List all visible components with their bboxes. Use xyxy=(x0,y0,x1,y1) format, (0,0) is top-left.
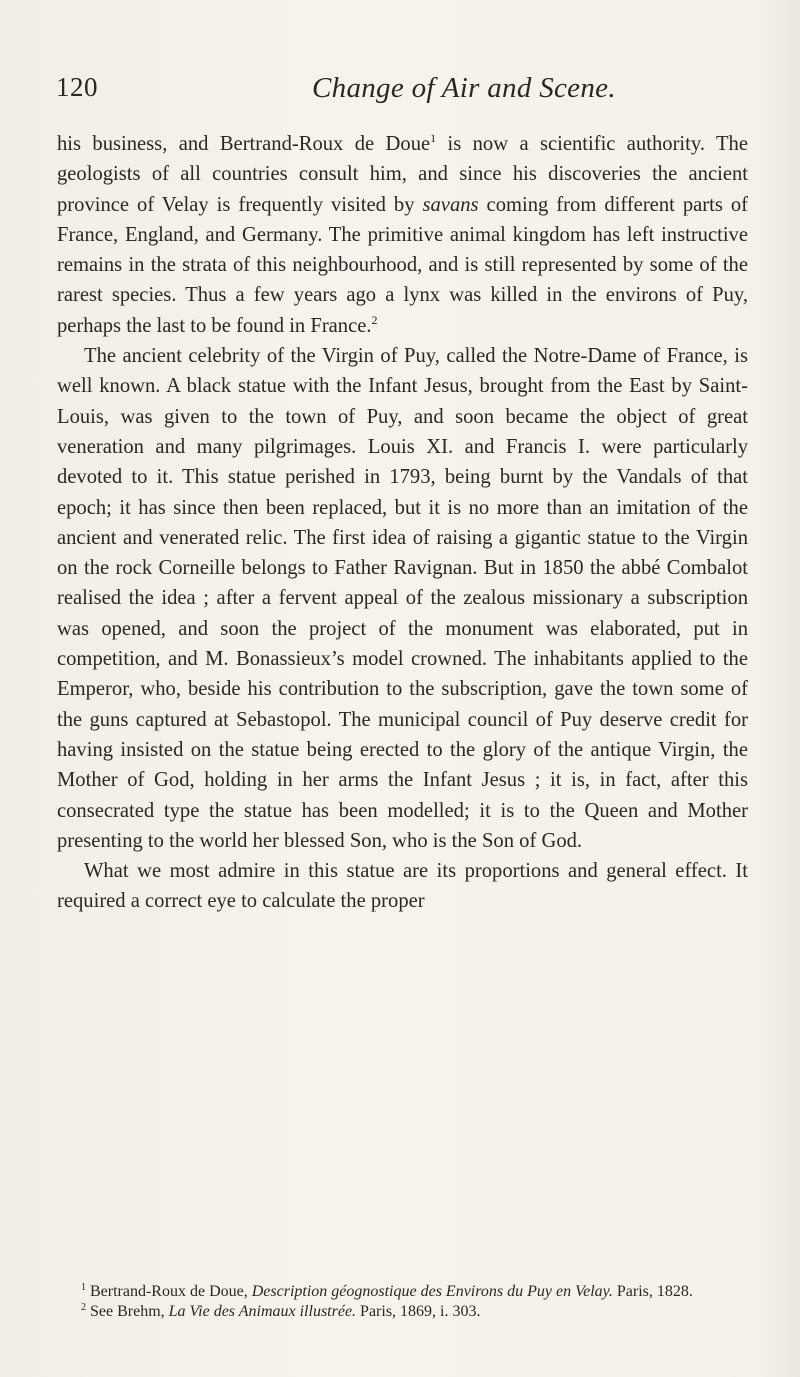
paragraph-1: his business, and Bertrand-Roux de Doue$^1$ is now a scientific authority. The geologists of all countries consult him, and since his discoveries the ancient province of Velay is frequently visited by savans coming from different parts of France, England, and Germany. The primitive animal kingdom has left instructive remains in the strata of this neighbourhood, and is still represented by some of the rarest species. Thus a few years ago a lynx was killed in the environs of Puy, perhaps the last to be found in France.$^2$ xyxy=(57,131,748,337)
footnote-ref-1: 1 xyxy=(430,131,437,145)
running-head xyxy=(0,72,800,112)
italic-savans: savans xyxy=(422,193,479,216)
page-number: 120 xyxy=(56,72,98,102)
footnote-1: $^1$ Bertrand-Roux de Doue, Description géognostique des Environs du Puy en Velay. Paris, 1828. xyxy=(81,1282,693,1300)
body-text xyxy=(57,129,748,917)
footnote-2-title: La Vie des Animaux illustrée. xyxy=(168,1303,357,1320)
page-edge-shadow xyxy=(760,0,800,1377)
footnotes xyxy=(57,1282,748,1322)
paragraph-2: The ancient celebrity of the Virgin of Puy, called the Notre-Dame of France, is well known. A black statue with the Infant Jesus, brought from the East by Saint-Louis, was given to the town of Puy, and soon became the object of great veneration and many pilgrimages. Louis XI. and Francis I. were particularly devoted to it. This statue perished in 1793, being burnt by the Vandals of that epoch; it has since then been replaced, but it is no more than an imitation of the ancient and venerated relic. The first idea of raising a gigantic statue to the Virgin on the rock Corneille belongs to Father Ravignan. But in 1850 the abbé Combalot realised the idea ; after a fervent appeal of the zealous missionary a subscription was opened, and soon the project of the monument was elaborated, put in competition, and M. Bonassieux’s model crowned. The inhabitants applied to the Emperor, who, beside his contribution to the subscription, gave the town some of the guns captured at Sebastopol. The municipal council of Puy deserve credit for having insisted on the statue being erected to the glory of the antique Virgin, the Mother of God, holding in her arms the Infant Jesus ; it is, in fact, after this consecrated type the statue has been modelled; it is to the Queen and Mother presenting to the world her blessed Son, who is the Son of God. xyxy=(57,345,748,852)
footnote-ref-2: 2 xyxy=(371,312,378,327)
footnote-2: $^2$ See Brehm, La Vie des Animaux illustrée. Paris, 1869, i. 303. xyxy=(81,1302,481,1320)
chapter-title: Change of Air and Scene. xyxy=(312,72,616,104)
footnote-1-title: Description géognostique des Environs du Puy en Velay. xyxy=(251,1283,613,1300)
paragraph-3: What we most admire in this statue are its proportions and general effect. It required a correct eye to calculate the proper xyxy=(57,860,748,913)
footnote-mark-2: 2 xyxy=(81,1302,86,1313)
footnote-mark-1: 1 xyxy=(81,1282,86,1293)
